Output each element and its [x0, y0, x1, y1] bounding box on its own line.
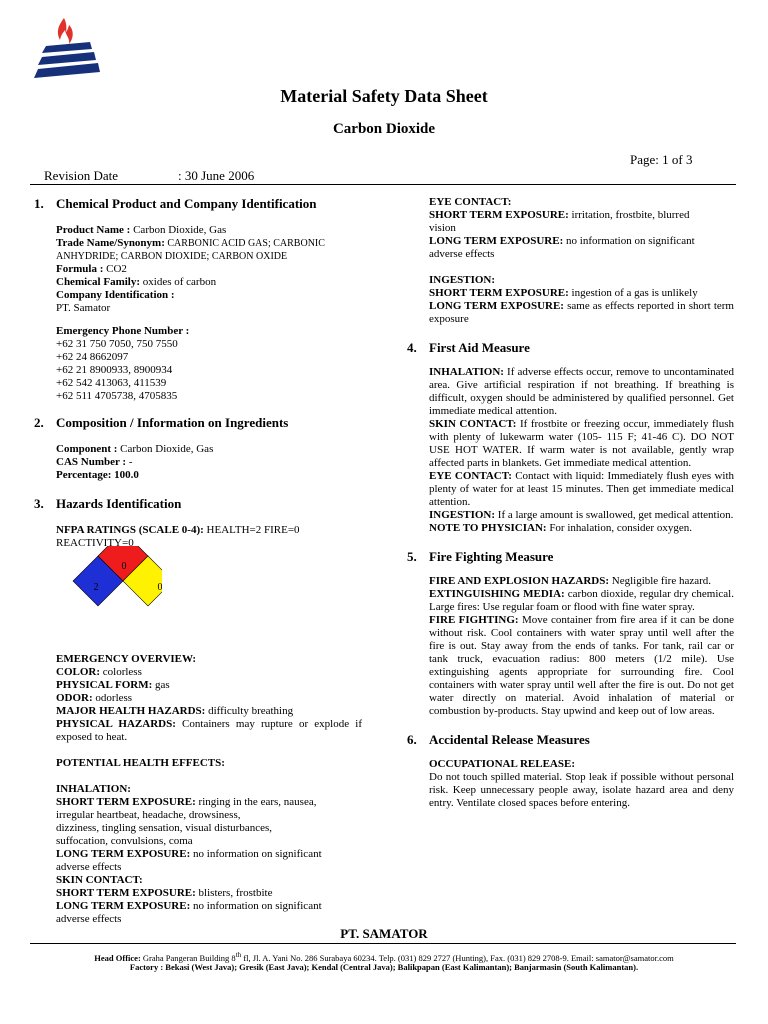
- revision-label: Revision Date: [44, 168, 119, 183]
- section-heading: 1. Chemical Product and Company Identification: [34, 196, 317, 211]
- page-number: Page: 1 of 3: [630, 152, 693, 167]
- footer-factory: Factory : Bekasi (West Java); Gresik (East Java); Kendal (Central Java); Balikpapan (East Kalimantan); Banjarmasin (South Kalimantan).: [129, 962, 639, 972]
- fire-rating: 0: [121, 561, 127, 572]
- flame-icon: [58, 18, 73, 44]
- section-heading: 6. Accidental Release Measures: [407, 732, 590, 747]
- footer-rule: [30, 943, 736, 944]
- left-column: 1. Chemical Product and Company Identification Product Name : Carbon Dioxide, Gas Trade Name/Synonym: CARBONIC ACID GAS; CARBONIC ANHYDRIDE; CARBON DIOXIDE; CARBON OXIDE Formula : CO2 Chemical Family: oxides of carbon Company Identification : PT. Samator Emergency Phone Number : +62 31 750 7050, 750 7550 +62 24 8662097 +62 21 8900933, 8900934 +62 542 413063, 411539 +62 511 4705738, 4705835 2. Composition / Information on Ingredients Component : Carbon Dioxide, Gas CAS Number : - Percentage: 100.0 3. Hazards Identification NFPA RATINGS (SCALE 0-4): HEALTH=2 FIRE=0 REACTIVITY=0: [34, 196, 364, 550]
- reactivity-rating: 0: [157, 582, 162, 593]
- section-heading: 3. Hazards Identification: [34, 496, 182, 511]
- section-heading: 4. First Aid Measure: [407, 340, 530, 355]
- footer-head-office: Head Office: Graha Pangeran Building 8th fl, Jl. A. Yani No. 286 Surabaya 60234. Telp. (031) 829 2727 (Hunting), Fax. (031) 829 2708-9. Email: samator@samator.com: [94, 951, 674, 963]
- section-heading: 5. Fire Fighting Measure: [407, 549, 554, 564]
- company-logo: [34, 16, 102, 82]
- footer-company: PT. SAMATOR: [340, 926, 428, 941]
- left-column-lower: EMERGENCY OVERVIEW: COLOR: colorless PHYSICAL FORM: gas ODOR: odorless MAJOR HEALTH HAZARDS: difficulty breathing PHYSICAL HAZARDS: Containers may rupture or explode if exposed to heat. POTENTIAL HEALTH EFFECTS: INHALATION: SHORT TERM EXPOSURE: ringing in the ears, nausea, irregular heartbeat, headache, drowsiness, dizziness, tingling sensation, visual disturbances, suffocation, convulsions, coma LONG TERM EXPOSURE: no information on significant adverse effects SKIN CONTACT: SHORT TERM EXPOSURE: blisters, frostbite LONG TERM EXPOSURE: no information on significant adverse effects: [56, 653, 362, 925]
- revision-value: : 30 June 2006: [178, 168, 255, 183]
- right-column: EYE CONTACT: SHORT TERM EXPOSURE: irritation, frostbite, blurred vision LONG TERM EXPOSURE: no information on significant adverse effects INGESTION: SHORT TERM EXPOSURE: ingestion of a gas is unlikely LONG TERM EXPOSURE: same as effects reported in short term exposure 4. First Aid Measure INHALATION: If adverse effects occur, remove to uncontaminated area. Give artificial respiration if not breathing. If breathing is difficult, oxygen should be administered by qualified personnel. Get immediate medical attention. SKIN CONTACT: If frostbite or freezing occur, immediately flush with plenty of lukewarm water (105- 115 F; 41-46 C). DO NOT USE HOT WATER. If warm water is not available, gently wrap affected parts in blankets. Get immediate medical attention. EYE CONTACT: Contact with liquid: Immediately flush eyes with plenty of water for at least 15 minutes. Then get immediate medical attention. INGESTION: If a large amount is swallowed, get medical attention. NOTE TO PHYSICIAN: For inhalation, consider oxygen. 5. Fire Fighting Measure FIRE AND EXPLOSION HAZARDS: Negligible fire hazard. EXTINGUISHING MEDIA: carbon dioxide, regular dry chemical. Large fires: Use regular foam or flood with fine water spray. FIRE FIGHTING: Move container from fire area if it can be done without risk. Cool containers with water spray until well after the fire is out. Stay away from the ends of tanks. For tank, rail car or tank truck, evacuation radius: 800 meters (1/2 mile). Use extinguishing agents appropriate for surrounding fire. Cool containers with water spray until well after the fire is out. Do not get water directly on material. Avoid inhalation of material or combustion by-products. Stay upwind and keep out of low areas. 6. Accidental Release Measures OCCUPATIONAL RELEASE: Do not touch spilled material. Stop leak if possible without personal risk. Keep unnecessary people away, isolate hazard area and deny entry. Ventilate closed spaces before entering.: [407, 196, 735, 809]
- page-subtitle: Carbon Dioxide: [332, 121, 436, 137]
- nfpa-diamond: [66, 546, 162, 612]
- section-heading: 2. Composition / Information on Ingredients: [34, 415, 289, 430]
- health-rating: 2: [93, 582, 99, 593]
- page-title: Material Safety Data Sheet: [280, 86, 488, 106]
- header-rule: [30, 184, 736, 185]
